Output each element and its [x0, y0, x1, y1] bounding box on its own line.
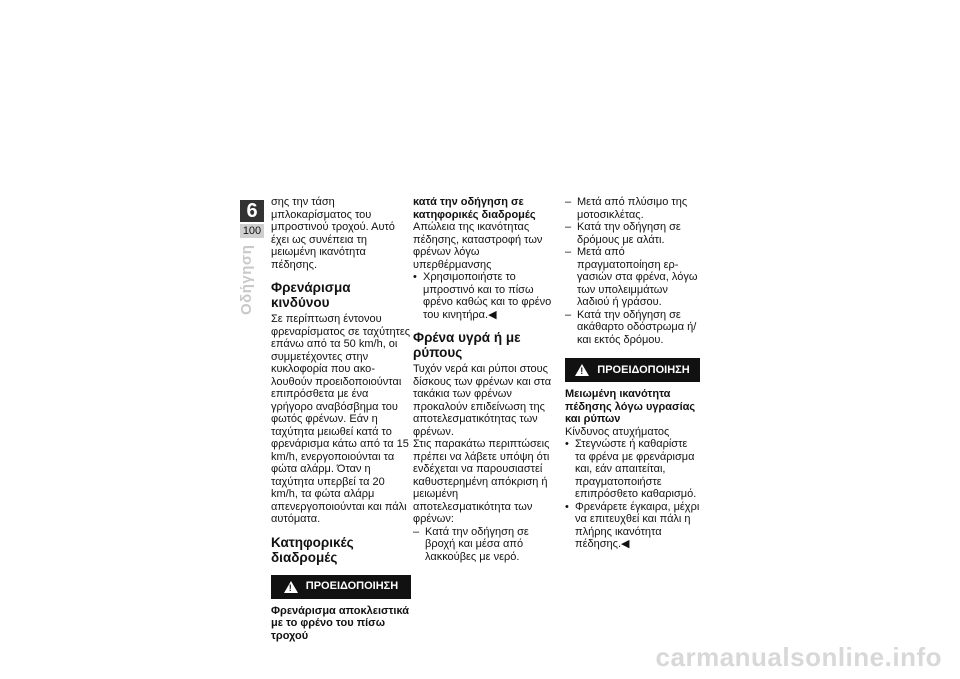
warning-label: ΠΡΟΕΙΔΟΠΟΙΗΣΗ — [597, 363, 690, 376]
chapter-number: 6 — [240, 200, 264, 222]
paragraph: Κίνδυνος ατυχήματος — [565, 425, 670, 438]
warning-banner — [271, 575, 411, 599]
warning-title-continued: κατά την οδήγηση σε κατηφορικές διαδρομές — [413, 196, 536, 221]
heading-wet-brakes: Φρένα υγρά ή με ρύπους — [413, 330, 521, 360]
list-item: – Μετά από πραγματοποίηση εργασιών στα φρένα, λόγω των υπολειμμάτων λαδιού ή γράσου. — [565, 246, 700, 309]
list-item: – Κατά την οδήγηση σε δρόμους με αλάτι. — [565, 221, 700, 246]
paragraph: Απώλεια της ικανότητας πέδησης, καταστροφή των φρένων λόγω υπερθέρμανσης — [413, 221, 543, 271]
warning-triangle-icon: ! — [575, 364, 589, 376]
list-item: • Στεγνώστε ή καθαρίστε τα φρένα με φρενάρισμα και, εάν απαιτείται, πραγματοποιήστε επιπρόσθετο καθαρισμό. — [565, 438, 700, 501]
paragraph: Τυχόν νερά και ρύποι στους δίσκους των φρένων και στα τακάκια των φρένων προκαλούν επιδείνωση της αποτελεσματικότητας των φρένων. — [413, 363, 552, 438]
warning-triangle-icon: ! — [284, 581, 298, 593]
paragraph: Σε περίπτωση έντονου φρεναρίσματος σε ταχύτητες επάνω από τα 50 km/h, οι συμμετέχοντες στην κυκλοφορία που ακολουθούν προειδοποιούνται επιπρόσθετα με ένα γρήγορο αναβόσβημα του φωτός φρένων. Εάν η ταχύτητα μειωθεί κατά το φρενάρισμα κάτω από τα 15 km/h, ενεργοποιούνται τα φώτα αλάρμ. Όταν η ταχύτητα υπερβεί τα 20 km/h, τα φώτα αλάρμ απενεργοποιούνται και πάλι αυτόματα. — [271, 313, 411, 525]
list-item: – Κατά την οδήγηση σε ακάθαρτο οδόστρωμα ή/και εκτός δρόμου. — [565, 309, 700, 347]
watermark: carmanualsonline.info — [655, 642, 942, 672]
heading-downhill: Κατηφορικές διαδρομές — [271, 534, 354, 565]
column-1 — [271, 196, 411, 642]
column-2 — [413, 196, 553, 563]
warning-title: Φρενάρισμα αποκλειστικά με το φρένο του πίσω τροχού — [271, 604, 410, 642]
page-number: 100 — [240, 224, 264, 238]
heading-emergency-braking: Φρενάρισμα κινδύνου — [271, 280, 351, 310]
list-item: – Μετά από πλύσιμο της μοτοσικλέτας. — [565, 196, 700, 221]
paragraph: σης την τάση μπλοκαρίσματος του μπροστινού τροχού. Αυτό έχει ως συνέπεια τη μειωμένη ικανότητα πέδησης. — [271, 196, 395, 271]
warning-label: ΠΡΟΕΙΔΟΠΟΙΗΣΗ — [305, 580, 399, 593]
column-3 — [565, 196, 700, 551]
warning-title: Μειωμένη ικανότητα πέδησης λόγω υγρασίας και ρύπων — [565, 388, 696, 425]
paragraph: Στις παρακάτω περιπτώσεις πρέπει να λάβετε υπόψη ότι ενδέχεται να παρουσιαστεί καθυστερημένη απόκριση ή μειωμένη αποτελεσματικότητα των φρένων: — [413, 438, 550, 525]
list-item: • Χρησιμοποιήστε το μπροστινό και το πίσω φρένο καθώς και το φρένο του κινητήρα.◀ — [413, 271, 553, 321]
chapter-side-label: Οδήγηση — [238, 244, 255, 315]
list-item: – Κατά την οδήγηση σε βροχή και μέσα από λακκούβες με νερό. — [413, 526, 553, 564]
list-item: • Φρενάρετε έγκαιρα, μέχρι να επιτευχθεί και πάλι η πλήρης ικανότητα πέδησης.◀ — [565, 501, 700, 551]
warning-banner — [565, 358, 700, 382]
